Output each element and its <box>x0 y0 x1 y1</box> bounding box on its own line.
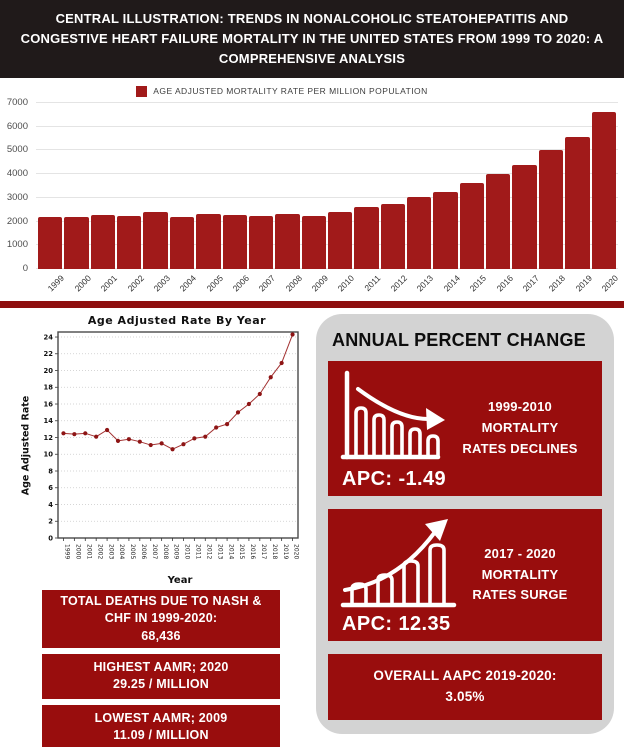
stat-lowest-aamr <box>42 705 280 747</box>
svg-text:2008: 2008 <box>161 544 169 560</box>
x-tick-label: 2000 <box>72 273 93 294</box>
bar-2019 <box>565 137 589 269</box>
apc-panel-title: ANNUAL PERCENT CHANGE <box>332 330 586 350</box>
bar-2003 <box>143 212 167 269</box>
stat-total-deaths <box>42 590 280 648</box>
caption-line: RATES DECLINES <box>462 440 578 456</box>
svg-text:22: 22 <box>43 350 53 359</box>
svg-text:2013: 2013 <box>216 544 224 560</box>
left-column <box>18 312 310 747</box>
bar-2017 <box>512 165 536 269</box>
svg-text:2014: 2014 <box>227 544 235 560</box>
x-tick-label: 2018 <box>546 273 568 294</box>
y-tick-label: 5000 <box>6 144 28 156</box>
line-chart <box>18 314 310 586</box>
bottom-section <box>0 308 624 747</box>
x-tick-label: 2019 <box>573 273 594 294</box>
bar-2008 <box>275 214 299 269</box>
y-tick-label: 0 <box>22 263 28 274</box>
stat-line: CHF IN 1999-2020: <box>104 611 218 626</box>
bar-2018 <box>539 150 563 269</box>
footer-line: 3.05% <box>445 689 485 704</box>
bar-2006 <box>223 215 247 269</box>
caption-line: MORTALITY <box>481 420 559 436</box>
x-tick-label: 2015 <box>467 273 489 294</box>
x-tick-label: 2012 <box>388 273 410 294</box>
y-tick-label: 2000 <box>6 215 28 227</box>
apc-value: APC: -1.49 <box>342 468 447 490</box>
annual-percent-change-panel <box>316 314 614 734</box>
caption-line: RATES SURGE <box>472 587 568 603</box>
svg-text:2018: 2018 <box>270 544 278 560</box>
x-tick-label: 2009 <box>309 273 331 294</box>
caption-line: 1999-2010 <box>488 399 552 415</box>
stat-line: 68,436 <box>141 628 181 643</box>
apc-card-surge <box>328 509 602 641</box>
svg-text:16: 16 <box>43 400 53 409</box>
svg-text:14: 14 <box>43 417 53 426</box>
x-tick-label: 2016 <box>494 273 515 294</box>
bar-chart-section <box>0 78 624 300</box>
y-tick-label: 1000 <box>6 239 28 251</box>
bar-1999 <box>38 217 62 269</box>
x-tick-label: 2013 <box>415 273 436 294</box>
header <box>0 0 624 78</box>
x-tick-label: 2010 <box>335 273 357 294</box>
svg-text:2010: 2010 <box>183 544 191 560</box>
apc-card-caption <box>444 509 596 641</box>
bar-2014 <box>433 192 457 269</box>
stat-line: 11.09 / MILLION <box>113 728 209 743</box>
legend-label: AGE ADJUSTED MORTALITY RATE PER MILLION POPULATION <box>153 86 428 96</box>
bar-2013 <box>407 197 431 269</box>
red-divider <box>0 301 624 308</box>
svg-text:12: 12 <box>43 433 53 442</box>
caption-line: 2017 - 2020 <box>484 545 556 561</box>
svg-text:2012: 2012 <box>205 544 213 560</box>
svg-text:6: 6 <box>48 484 53 493</box>
x-tick-label: 2020 <box>599 273 620 294</box>
bar-2004 <box>170 217 194 269</box>
bar-2007 <box>249 216 273 269</box>
svg-text:2011: 2011 <box>194 544 202 560</box>
x-tick-label: 2014 <box>441 273 462 294</box>
stat-line: TOTAL DEATHS DUE TO NASH & <box>60 594 262 608</box>
svg-text:2005: 2005 <box>129 544 137 560</box>
bar-2010 <box>328 212 352 269</box>
svg-text:10: 10 <box>43 450 53 459</box>
x-tick-label: 2003 <box>151 273 172 294</box>
bar-2012 <box>381 204 405 269</box>
x-tick-label: 2001 <box>98 273 120 294</box>
svg-text:2009: 2009 <box>172 544 180 560</box>
x-tick-label: 2006 <box>230 273 251 294</box>
apc-value: APC: 12.35 <box>342 613 451 635</box>
svg-text:2006: 2006 <box>140 544 148 560</box>
x-tick-label: 2017 <box>520 273 541 294</box>
svg-text:2019: 2019 <box>281 544 289 560</box>
stat-boxes <box>42 590 280 747</box>
line-chart-x-axis-label: Year <box>167 575 193 586</box>
svg-text:2015: 2015 <box>238 544 246 560</box>
apc-card-decline <box>328 361 602 496</box>
line-chart-svg <box>32 328 304 572</box>
line-chart-body <box>18 328 310 577</box>
svg-text:2001: 2001 <box>85 544 93 560</box>
footer-line: OVERALL AAPC 2019-2020: <box>373 668 557 684</box>
bar-2000 <box>64 217 88 269</box>
svg-text:2000: 2000 <box>74 544 82 560</box>
stat-line: LOWEST AAMR; 2009 <box>94 711 228 725</box>
x-tick-label: 2008 <box>283 273 304 294</box>
bar-2016 <box>486 174 510 269</box>
svg-text:0: 0 <box>48 534 53 543</box>
svg-text:2016: 2016 <box>249 544 257 560</box>
line-chart-title: Age Adjusted Rate By Year <box>87 314 267 327</box>
y-tick-label: 4000 <box>6 168 28 180</box>
bar-chart <box>6 97 620 301</box>
bar-2020 <box>592 112 616 269</box>
svg-text:2002: 2002 <box>96 544 104 560</box>
svg-text:18: 18 <box>43 383 53 392</box>
x-tick-label: 2011 <box>362 273 383 293</box>
svg-text:2020: 2020 <box>292 544 300 560</box>
svg-text:2007: 2007 <box>150 544 158 560</box>
stat-highest-aamr <box>42 654 280 699</box>
bar-2015 <box>460 183 484 269</box>
bar-chart-x-axis <box>36 269 618 301</box>
y-tick-label: 3000 <box>6 191 28 203</box>
x-tick-label: 2007 <box>256 273 278 294</box>
stat-line: 29.25 / MILLION <box>112 677 210 692</box>
bar-2005 <box>196 214 220 269</box>
legend-swatch-icon <box>136 86 147 97</box>
line-chart-y-axis-label: Age Adjusted Rate <box>20 395 32 496</box>
svg-text:1999: 1999 <box>63 544 71 560</box>
x-tick-label: 2002 <box>125 273 146 294</box>
apc-overall-aapc <box>328 654 602 720</box>
bar-chart-plot <box>6 97 618 274</box>
svg-text:2003: 2003 <box>107 544 115 560</box>
page-title: CENTRAL ILLUSTRATION: TRENDS IN NONALCOHOLIC STEATOHEPATITIS AND CONGESTIVE HEART FAILURE MORTALITY IN THE UNITED STATES FROM 1999 TO 2020: A COMPREHENSIVE ANALYSIS <box>20 10 604 67</box>
y-tick-label: 6000 <box>6 120 28 132</box>
bar-chart-y-axis <box>0 97 30 274</box>
x-tick-label: 2005 <box>204 273 225 294</box>
svg-text:8: 8 <box>48 467 53 476</box>
x-tick-label: 2004 <box>177 273 199 294</box>
bar-chart-legend <box>0 83 564 99</box>
bar-chart-bars <box>36 103 618 269</box>
x-tick-label: 1999 <box>45 273 67 294</box>
svg-text:2: 2 <box>48 517 53 526</box>
apc-card-caption <box>444 361 596 496</box>
svg-text:2004: 2004 <box>118 544 126 560</box>
bar-2001 <box>91 215 115 269</box>
stat-line: HIGHEST AAMR; 2020 <box>93 660 229 674</box>
bar-2009 <box>302 216 326 269</box>
caption-line: MORTALITY <box>481 566 559 582</box>
bar-2011 <box>354 207 378 269</box>
bar-2002 <box>117 216 141 269</box>
svg-text:2017: 2017 <box>260 544 268 560</box>
y-tick-label: 7000 <box>6 97 28 108</box>
svg-text:24: 24 <box>43 333 53 342</box>
line-chart-plot <box>32 328 310 577</box>
svg-text:20: 20 <box>43 366 53 375</box>
svg-text:4: 4 <box>48 500 53 509</box>
